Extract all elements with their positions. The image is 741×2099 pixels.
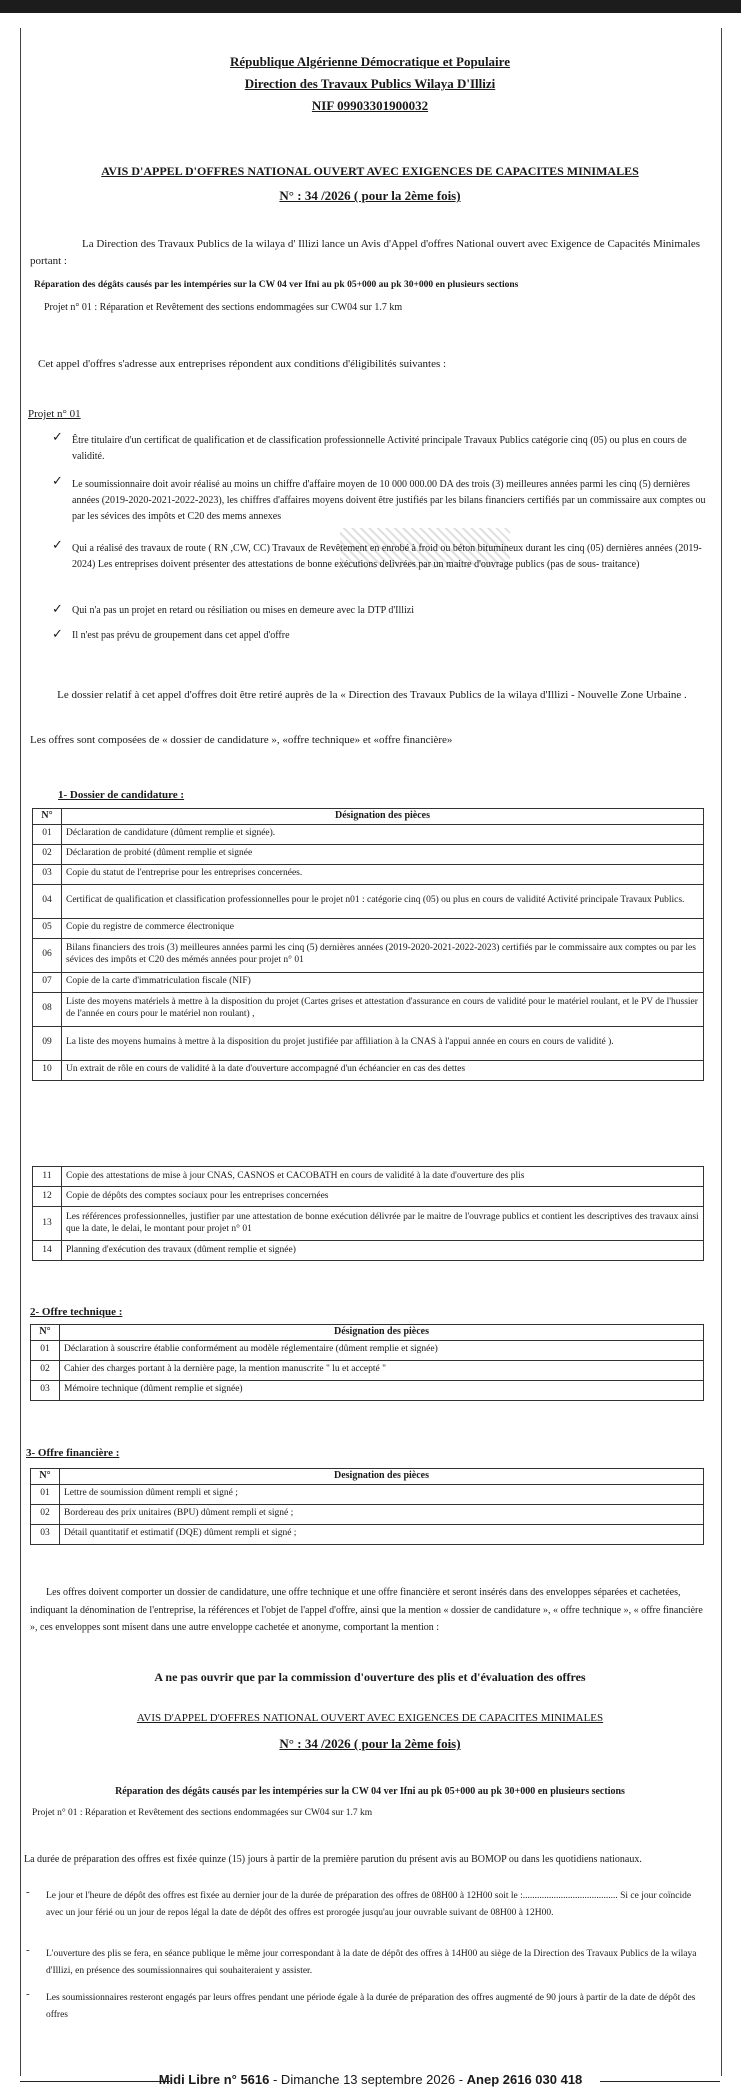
table-row: 01 Déclaration à souscrire établie conformément au modèle réglementaire (dûment remplie et signée)	[31, 1340, 704, 1360]
candidature-table	[32, 808, 704, 1081]
column-header-designation: Designation des pièces	[60, 1469, 704, 1485]
table-row: 03 Mémoire technique (dûment remplie et signée)	[31, 1380, 704, 1400]
condition-1: Être titulaire d'un certificat de qualification et de classification professionnelle Activité principale Travaux Publics catégorie cinq (05) ou plus en cours de validité.	[72, 435, 687, 462]
notice-title: AVIS D'APPEL D'OFFRES NATIONAL OUVERT AVEC EXIGENCES DE CAPACITES MINIMALES	[101, 164, 639, 178]
column-header-n: N°	[31, 1469, 60, 1485]
section2-title: 2- Offre technique :	[30, 1306, 123, 1318]
closing-mention: A ne pas ouvrir que par la commission d'ouverture des plis et d'évaluation des offres	[154, 1670, 586, 1684]
condition-3: Qui a réalisé des travaux de route ( RN ,CW, CC) Travaux de Revêtement en enrobé à froid ou béton bitumineux durant les cinq (05) dernières années (2019-2024) Les entreprises doivent présenter des attestations de bonne exécutions delivrées par un maitre d'ouvrage publics (pas de sous- traitance)	[72, 543, 702, 570]
table-row: 11 Copie des attestations de mise à jour CNAS, CASNOS et CACOBATH en cours de validité à la date d'ouverture des plis	[33, 1167, 704, 1187]
financial-offer-table	[30, 1468, 704, 1545]
condition-5: Il n'est pas prévu de groupement dans cet appel d'offre	[72, 630, 290, 641]
table-row: 08 Liste des moyens matériels à mettre à la disposition du projet (Cartes grises et attestation d'assurance en cours de validité pour le matériel roulant, et le PV de l'hussier de l'année en cours pour le matériel non roulant) ,	[33, 992, 704, 1026]
intro-subject: Réparation des dégâts causés par les intempéries sur la CW 04 ver Ifni au pk 05+000 au pk 30+000 en plusieurs sections	[34, 280, 519, 290]
check-icon: ✓	[52, 602, 63, 617]
header-direction: Direction des Travaux Publics Wilaya D'Illizi	[244, 76, 496, 91]
table-row: 12 Copie de dépôts des comptes sociaux pour les entreprises concernées	[33, 1187, 704, 1207]
dossier-paragraph: Le dossier relatif à cet appel d'offres doit être retiré auprès de la « Direction des Travaux Publics de la wilaya d'Illizi - Nouvelle Zone Urbaine .	[57, 689, 687, 701]
check-icon: ✓	[52, 627, 63, 642]
offers-composition: Les offres sont composées de « dossier de candidature », «offre technique» et «offre financière»	[30, 734, 453, 746]
eligibility-intro: Cet appel d'offres s'adresse aux entreprises répondent aux conditions d'éligibilités suivantes :	[38, 358, 447, 370]
table-row: 05 Copie du registre de commerce électronique	[33, 918, 704, 938]
table-row: 07 Copie de la carte d'immatriculation fiscale (NIF)	[33, 972, 704, 992]
table-row: 02 Bordereau des prix unitaires (BPU) dûment rempli et signé ;	[31, 1504, 704, 1524]
condition-4: Qui n'a pas un projet en retard ou résiliation ou mises en demeure avec la DTP d'Illizi	[72, 605, 415, 616]
section1-title: 1- Dossier de candidature :	[58, 789, 185, 801]
bullet-dash: -	[26, 1988, 30, 2000]
header-nif: NIF 09903301900032	[311, 98, 429, 113]
table-row: 02 Cahier des charges portant à la dernière page, la mention manuscrite " lu et accepté "	[31, 1360, 704, 1380]
table-row: 06 Bilans financiers des trois (3) meilleures années parmi les cinq (5) dernières années (2019-2020-2021-2022-2023) certifiés par le commissaire aux comptes ou par les sévices des impôts et C20 des mémés années pour projet n° 01	[33, 938, 704, 972]
technical-offer-table	[30, 1324, 704, 1401]
column-header-designation: Désignation des pièces	[60, 1325, 704, 1341]
footer-anep: Anep 2616 030 418	[466, 2072, 583, 2087]
table-row: 01 Déclaration de candidature (dûment remplie et signée).	[33, 824, 704, 844]
header-republic: République Algérienne Démocratique et Populaire	[230, 54, 510, 69]
repeat-project: Projet n° 01 : Réparation et Revêtement des sections endommagées sur CW04 sur 1.7 km	[32, 1808, 373, 1818]
check-icon: ✓	[52, 430, 63, 445]
repeat-number: N° : 34 /2026 ( pour la 2ème fois)	[279, 1736, 461, 1751]
footer-date: - Dimanche 13 septembre 2026 -	[272, 2072, 464, 2087]
bullet-dash: -	[26, 1944, 30, 1956]
column-header-designation: Désignation des pièces	[62, 809, 704, 825]
table-row: 03 Détail quantitatif et estimatif (DQE) dûment rempli et signé ;	[31, 1524, 704, 1544]
table-row: 10 Un extrait de rôle en cours de validité à la date d'ouverture accompagné d'un échéancier en cas des dettes	[33, 1060, 704, 1080]
table-row: 04 Certificat de qualification et classification professionnelles pour le projet n01 : catégorie cinq (05) ou plus en cours de validité Activité principale Travaux Publics.	[33, 884, 704, 918]
footer-paper: Midi Libre n° 5616	[158, 2072, 270, 2087]
check-icon: ✓	[52, 474, 63, 489]
table-row: 14 Planning d'exécution des travaux (dûment remplie et signée)	[33, 1241, 704, 1261]
notice-number: N° : 34 /2026 ( pour la 2ème fois)	[279, 188, 461, 203]
top-bar	[0, 0, 741, 13]
projet-label: Projet n° 01	[28, 408, 81, 420]
intro-paragraph: La Direction des Travaux Publics de la wilaya d' Illizi lance un Avis d'Appel d'offres National ouvert avec Exigence de Capacités Minimales portant :	[30, 238, 701, 268]
table-row: 13 Les références professionnelles, justifier par une attestation de bonne exécution délivrée par le maitre de l'ouvrage publics et contient les descriptives des travaux ainsi que la date, le delai, le montant pour projet n° 01	[33, 1207, 704, 1241]
condition-2: Le soumissionnaire doit avoir réalisé au moins un chiffre d'affaire moyen de 10 000 000.00 DA des trois (3) meilleures années parmi les cinq (5) dernières années (2019-2020-2021-2022-2023), les chiffres d'affaires moyens doivent être justifiés par les bilans financiers certifiés par un commissaire aux comptes ou par les sévices des impôts et C20 des mems annexes	[72, 479, 706, 522]
commitment-period: Les soumissionnaires resteront engagés par leurs offres pendant une période égale à la durée de préparation des offres augmenté de 90 jours à partir de la date de dépôt des offres	[46, 1993, 696, 2020]
footer	[0, 2072, 741, 2087]
repeat-title: AVIS D'APPEL D'OFFRES NATIONAL OUVERT AVEC EXIGENCES DE CAPACITES MINIMALES	[136, 1712, 604, 1724]
column-header-n: N°	[31, 1325, 60, 1341]
table-row: 01 Lettre de soumission dûment rempli et signé ;	[31, 1484, 704, 1504]
preparation-duration: La durée de préparation des offres est fixée quinze (15) jours à partir de la première parution du présent avis au BOMOP ou dans les quotidiens nationaux.	[24, 1854, 642, 1865]
table-row: 02 Déclaration de probité (dûment remplie et signée	[33, 844, 704, 864]
bullet-dash: -	[26, 1886, 30, 1898]
repeat-subject: Réparation des dégâts causés par les intempéries sur la CW 04 ver Ifni au pk 05+000 au pk 30+000 en plusieurs sections	[115, 1786, 625, 1797]
opening-session: L'ouverture des plis se fera, en séance publique le même jour correspondant à la date de dépôt des offres à 14H00 au siège de la Direction des Travaux Publics de la wilaya d'Illizi, en présence des soumissionnaires qui souhaiteraient y assister.	[46, 1949, 697, 1976]
check-icon: ✓	[52, 538, 63, 553]
closing-paragraph: Les offres doivent comporter un dossier de candidature, une offre technique et une offre financière et seront insérés dans des enveloppes séparées et cachetées, indiquant la dénomination de l'entreprise, la références et l'objet de l'appel d'offre, ainsi que la mention « dossier de candidature », « offre technique », « offre financière », ces enveloppes sont misent dans une autre enveloppe cachetée et anonyme, comportant la mention :	[30, 1587, 703, 1633]
deposit-deadline: Le jour et l'heure de dépôt des offres est fixée au dernier jour de la durée de préparation des offres de 08H00 à 12H00 soit le :........................................ Si ce jour coïncide avec un jour férié ou un jour de repos légal la date de dépôt des offres est prorogée jusqu'au jour ouvrable suivant de 08H00 à 12H00.	[46, 1891, 692, 1918]
column-header-n: N°	[33, 809, 62, 825]
candidature-table-continued	[32, 1166, 704, 1261]
section3-title: 3- Offre financière :	[26, 1447, 120, 1459]
table-row: 09 La liste des moyens humains à mettre à la disposition du projet justifiée par affiliation à la CNAS à l'appui année en cours en cours de validité ).	[33, 1026, 704, 1060]
table-row: 03 Copie du statut de l'entreprise pour les entreprises concernées.	[33, 864, 704, 884]
intro-project: Projet n° 01 : Réparation et Revêtement des sections endommagées sur CW04 sur 1.7 km	[44, 302, 403, 313]
